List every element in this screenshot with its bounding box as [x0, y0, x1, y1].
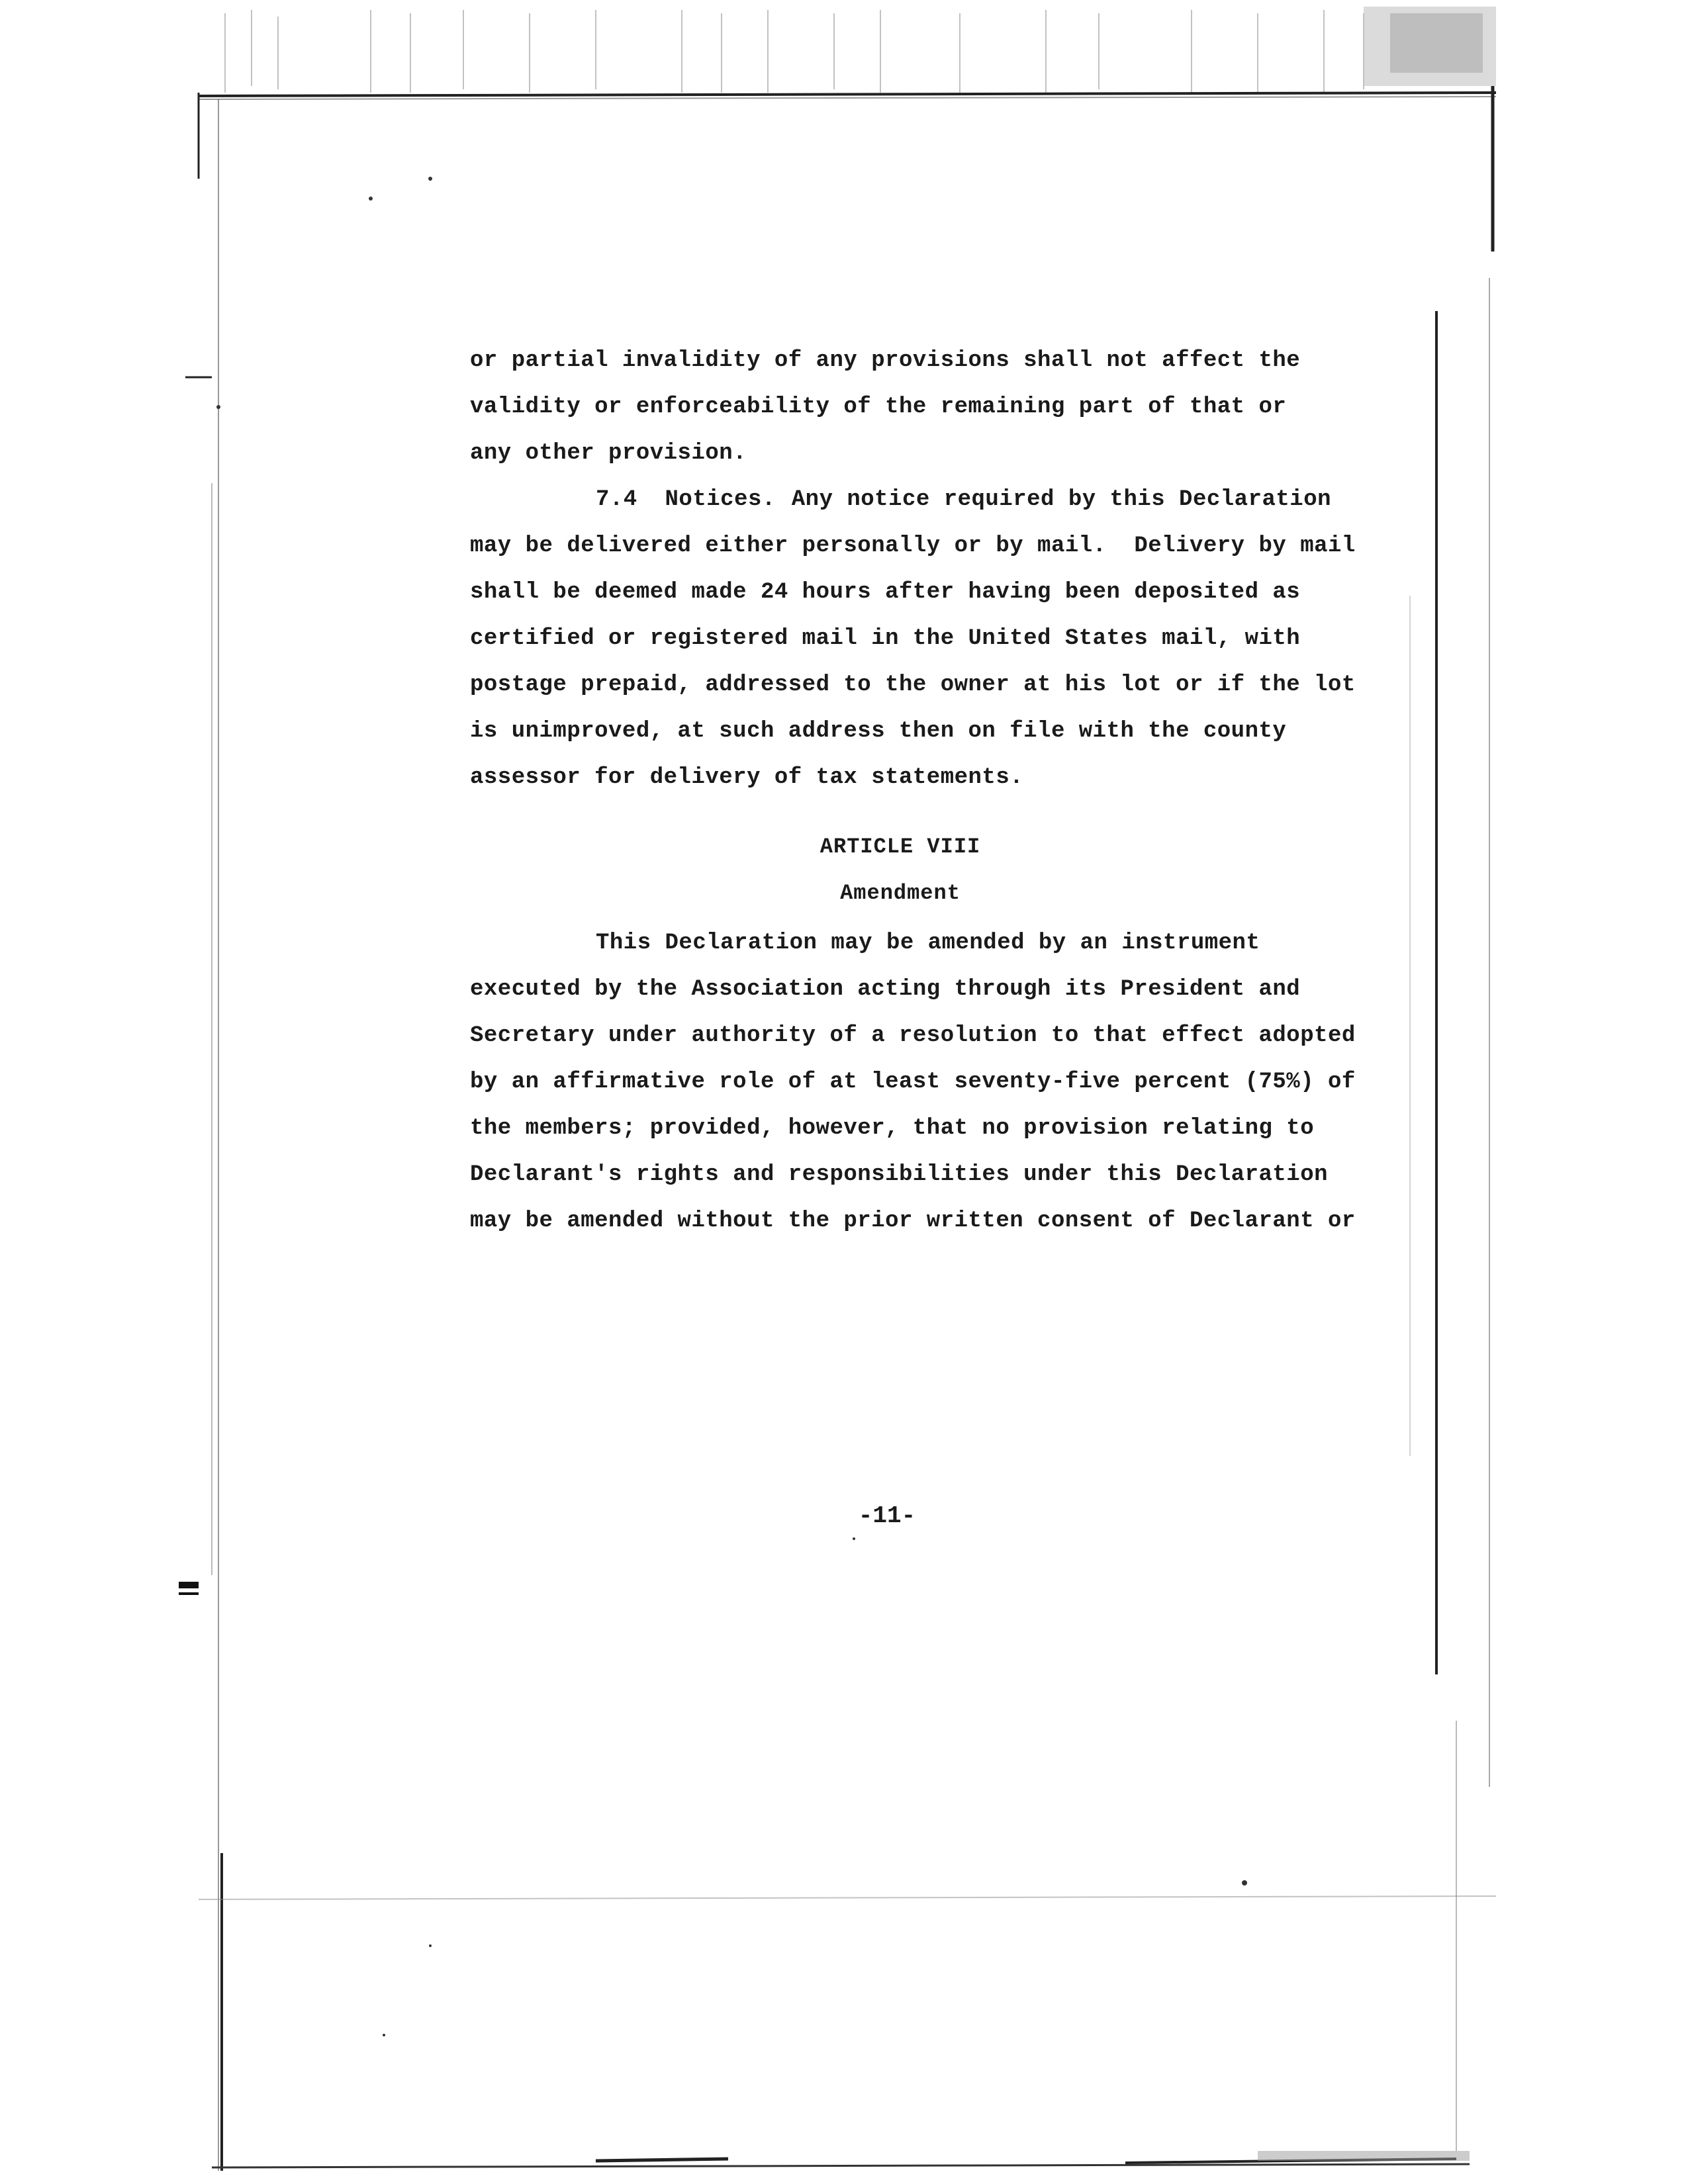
- article-line: the members; provided, however, that no provision relating to: [470, 1116, 1315, 1141]
- article-line: executed by the Association acting through its President and: [470, 977, 1301, 1002]
- article-line: Declarant's rights and responsibilities under this Declaration: [470, 1162, 1329, 1187]
- section-7-4-notices: [470, 477, 1356, 801]
- section-first-line-text: Any notice required by this Declaration: [791, 487, 1331, 512]
- continuation-paragraph: [470, 338, 1331, 477]
- article-line: may be amended without the prior written consent of Declarant or: [470, 1208, 1356, 1234]
- section-7-4-first-line: [470, 477, 1331, 523]
- page-number: -11-: [858, 1502, 916, 1529]
- section-line: postage prepaid, addressed to the owner at his lot or if the lot: [470, 672, 1356, 698]
- section-number: 7.4: [596, 487, 637, 512]
- article-first-line: This Declaration may be amended by an instrument: [596, 931, 1260, 956]
- section-line: may be delivered either personally or by mail. Delivery by mail: [470, 533, 1356, 559]
- article-heading: ARTICLE VIII: [820, 835, 981, 859]
- article-body: [470, 920, 1356, 1244]
- paragraph-line: or partial invalidity of any provisions shall not affect the: [470, 348, 1301, 373]
- section-line: shall be deemed made 24 hours after having been deposited as: [470, 580, 1301, 605]
- article-line: Secretary under authority of a resolution to that effect adopted: [470, 1023, 1356, 1048]
- section-line: is unimproved, at such address then on file with the county: [470, 719, 1287, 744]
- paragraph-line: any other provision.: [470, 441, 747, 466]
- article-subheading: Amendment: [840, 881, 961, 905]
- section-title: Notices.: [665, 487, 776, 512]
- article-line: by an affirmative role of at least seventy-five percent (75%) of: [470, 1069, 1356, 1095]
- section-line: certified or registered mail in the United States mail, with: [470, 626, 1301, 651]
- section-line: assessor for delivery of tax statements.: [470, 765, 1024, 790]
- paragraph-line: validity or enforceability of the remaining part of that or: [470, 394, 1287, 420]
